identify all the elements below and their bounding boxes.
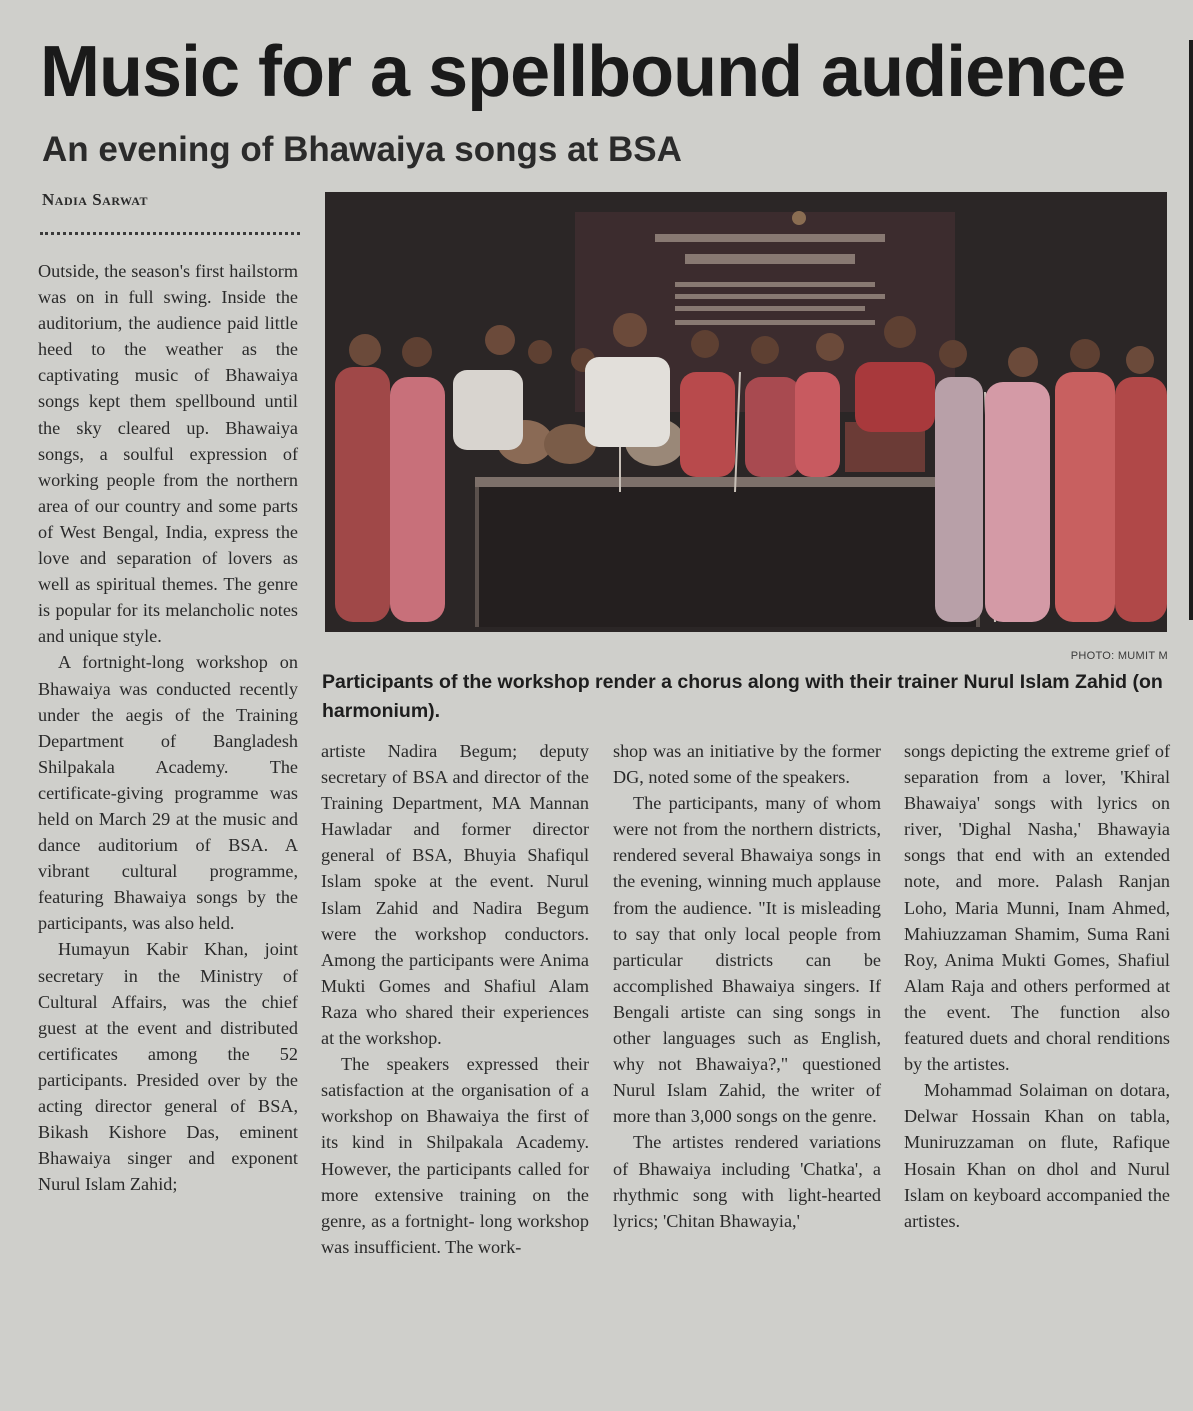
article-column-2	[321, 738, 589, 1260]
byline-divider	[40, 232, 300, 235]
news-photo	[325, 192, 1167, 632]
paragraph: artiste Nadira Begum; deputy secretary of BSA and director of the Training Department, MA Mannan Hawladar and former director general of BSA, Bhuyia Shafiqul Islam spoke at the event. Nurul Islam Zahid and Nadira Begum were the workshop conductors. Among the participants were Anima Mukti Gomes and Shafiul Alam Raza who shared their experiences at the workshop.	[321, 741, 589, 1049]
paragraph: Mohammad Solaiman on dotara, Delwar Hossain Khan on tabla, Muniruzzaman on flute, Rafique Hosain Khan on dhol and Nurul Islam on keyboard accompanied the artistes.	[904, 1080, 1170, 1231]
paragraph: Humayun Kabir Khan, joint secretary in the Ministry of Cultural Affairs, was the chief guest at the event and distributed certificates among the 52 participants. Presided over by the acting director general of BSA, Bikash Kishore Das, eminent Bhawaiya singer and exponent Nurul Islam Zahid;	[38, 939, 298, 1195]
photo-credit: PHOTO: MUMIT M	[1070, 650, 1168, 662]
photo-caption: Participants of the workshop render a chorus along with their trainer Nurul Islam Zahid (on harmonium).	[322, 671, 1163, 722]
paragraph: The speakers expressed their satisfaction at the organisation of a workshop on Bhawaiya the first of its kind in Shilpakala Academy. However, the participants called for more extensive training on the genre, as a fortnight- long workshop was insufficient. The work-	[321, 1054, 589, 1257]
paragraph: The artistes rendered variations of Bhawaiya including 'Chatka', a rhythmic song with light-hearted lyrics; 'Chitan Bhawayia,'	[613, 1132, 881, 1231]
headline: Music for a spellbound audience	[40, 32, 1126, 112]
paragraph: shop was an initiative by the former DG, noted some of the speakers.	[613, 741, 881, 788]
page-edge	[1189, 40, 1193, 620]
subheadline: An evening of Bhawaiya songs at BSA	[42, 130, 682, 169]
byline: Nadia Sarwat	[42, 190, 149, 209]
paragraph: The participants, many of whom were not from the northern districts, rendered several Bhawaiya songs in the evening, winning much applause from the audience. "It is misleading to say that only local people from particular districts can be accomplished Bhawaiya singers. If Bengali artiste can sing songs in other languages such as English, why not Bhawaiya?," questioned Nurul Islam Zahid, the writer of more than 3,000 songs on the genre.	[613, 793, 881, 1127]
article-column-4	[904, 738, 1170, 1234]
paragraph: Outside, the season's first hailstorm was on in full swing. Inside the auditorium, the audience paid little heed to the weather as the captivating music of Bhawaiya songs kept them spellbound until the sky cleared up. Bhawaiya songs, a soulful expression of working people from the northern area of our country and some parts of West Bengal, India, express the love and separation of lovers as well as spiritual themes. The genre is popular for its melancholic notes and unique style.	[38, 261, 298, 647]
article-column-3	[613, 738, 881, 1234]
paragraph: A fortnight-long workshop on Bhawaiya was conducted recently under the aegis of the Training Department of Bangladesh Shilpakala Academy. The certificate-giving programme was held on March 29 at the music and dance auditorium of BSA. A vibrant cultural programme, featuring Bhawaiya songs by the participants, was also held.	[38, 652, 298, 934]
article-column-1	[38, 258, 298, 1197]
paragraph: songs depicting the extreme grief of separation from a lover, 'Khiral Bhawaiya' songs with lyrics on river, 'Dighal Nasha,' Bhawayia songs that end with an extended note, and more. Palash Ranjan Loho, Maria Munni, Inam Ahmed, Mahiuzzaman Shamim, Suma Rani Roy, Anima Mukti Gomes, Shafiul Alam Raja and others performed at the event. The function also featured duets and choral renditions by the artistes.	[904, 741, 1170, 1075]
choir-photo-illustration	[325, 192, 1167, 632]
